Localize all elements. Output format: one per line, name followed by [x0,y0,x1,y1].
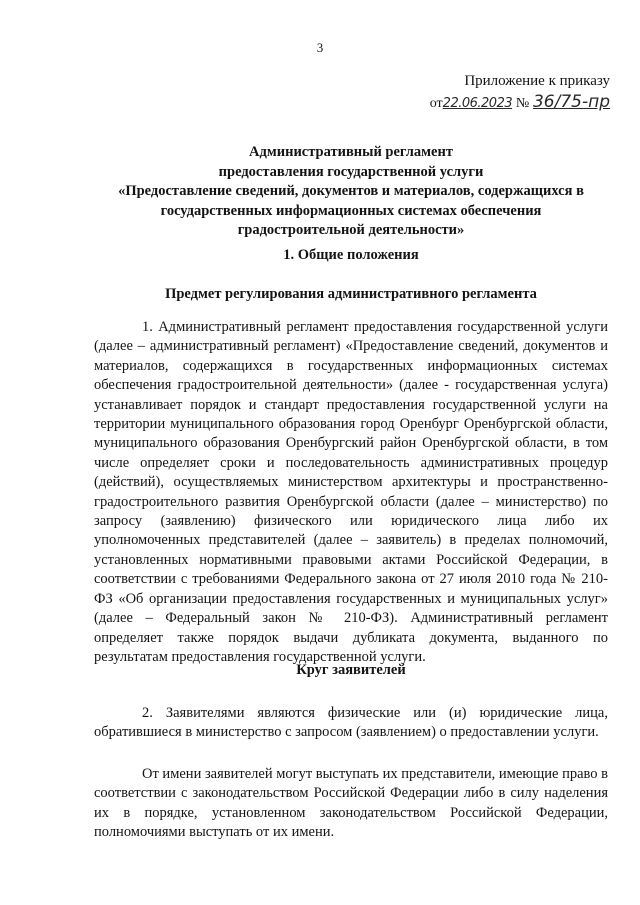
section-heading-applicants: Круг заявителей [296,662,406,678]
subsection-heading-subject: Предмет регулирования административного регламента [165,286,537,302]
title-line: «Предоставление сведений, документов и материалов, содержащихся в [118,183,584,199]
paragraph-2: 2. Заявителями являются физические или (и) юридические лица, обратившиеся в министерство с запросом (заявлением) о предоставлении услуги. [94,705,608,741]
paragraph-3: От имени заявителей могут выступать их представители, имеющие право в соответствии с законодательством Российской Федерации либо в силу наделения их в порядке, установленном законодательством Российской Федерации, полномочиями выступать от их имени. [94,766,608,841]
appendix-number-sign: № [515,96,530,111]
section-heading-general: 1. Общие положения [283,247,419,263]
appendix-date-number-line [400,92,610,114]
appendix-number: 36/75-пр [532,92,610,112]
title-line: Административный регламент [249,144,453,160]
page-number: 3 [316,40,324,55]
title-line: государственных информационных системах обеспечения [160,202,542,219]
title-line: градостроительной деятельности» [237,222,465,238]
appendix-title: Приложение к приказу [464,73,610,89]
appendix-from-label: от [429,96,443,111]
appendix-date: 22.06.2023 [442,96,513,111]
title-line: предоставления государственной услуги [218,163,484,180]
appendix-block [400,72,610,114]
document-title [90,143,612,241]
paragraph-1: 1. Административный регламент предоставления государственной услуги (далее – административный регламент) «Предоставление сведений, документов и материалов, содержащихся в государственных информационных системах обеспечения градостроительной деятельности» (далее - государственная услуга) устанавливает порядок и стандарт предоставления государственной услуги на территории муниципального образования город Оренбург Оренбургской области, муниципального образования Оренбургский район Оренбургской области, в том числе определяет сроки и последовательность административных процедур (действий), осуществляемых министерством архитектуры и пространственно-градостроительного развития Оренбургской области (далее – министерство) по запросу (заявлению) физического или юридического лица либо их уполномоченных представителей (далее – заявитель) в пределах полномочий, установленных нормативными правовыми актами Российской Федерации, в соответствии с требованиями Федерального закона от 27 июля 2010 года № 210-ФЗ «Об организации предоставления государственных и муниципальных услуг» (далее – Федеральный закон № 210-ФЗ). Административный регламент определяет также порядок выдачи дубликата документа, выданного по результатам предоставления государственной услуги. [94,319,608,665]
